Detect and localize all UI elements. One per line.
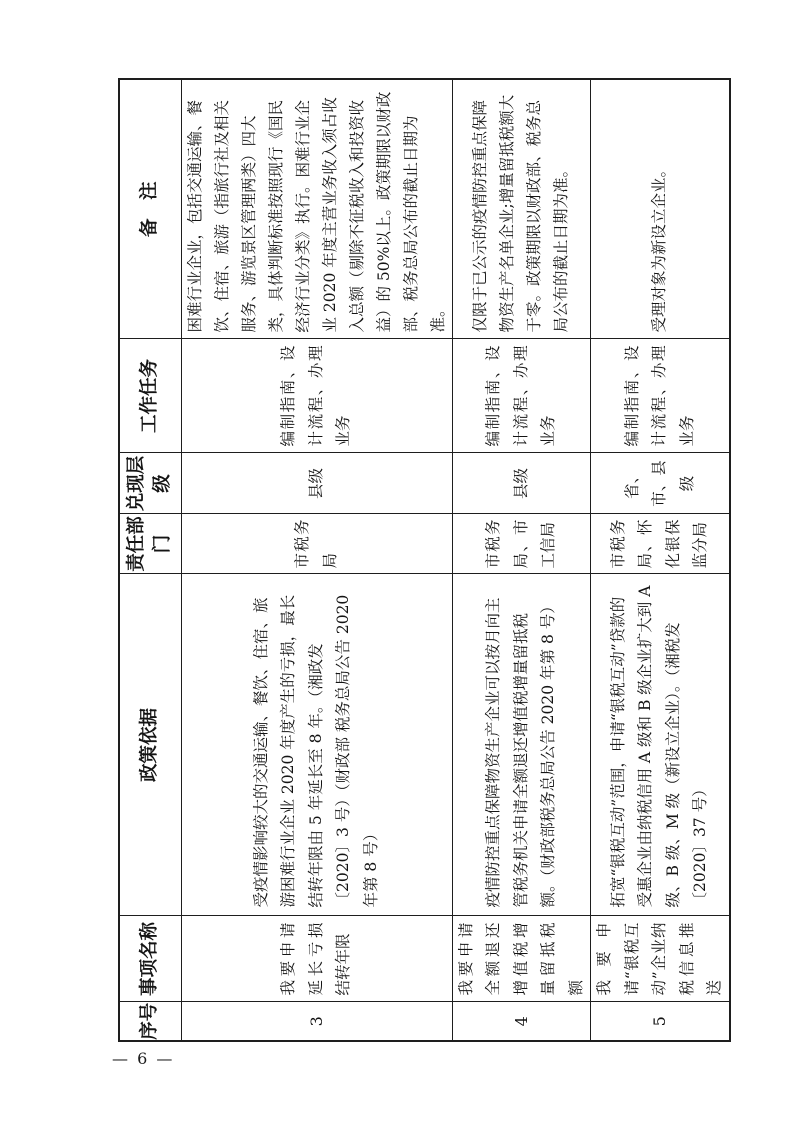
column-header-level: 兑现层级 xyxy=(119,453,181,514)
cell-level: 省、市、县级 xyxy=(591,453,730,514)
page-number: — 6 — xyxy=(112,1049,175,1068)
cell-policy: 受疫情影响较大的交通运输、餐饮、住宿、旅游困难行业企业 2020 年度产生的亏损，最长结转年限由 5 年延长至 8 年。（湘政发〔2020〕3 号）（财政部 税务总局公告 2020 年第 8 号） xyxy=(181,574,452,916)
policy-measures-table xyxy=(118,78,731,1042)
cell-task: 编制指南、设计流程、办理业务 xyxy=(181,339,452,453)
column-header-item-name: 事项名称 xyxy=(119,916,181,1002)
cell-item-name: 我要申请全额退还增值税增量留抵税额 xyxy=(452,916,591,1002)
column-header-remark: 备 注 xyxy=(119,79,181,339)
table-row-4 xyxy=(452,79,591,1041)
header-row xyxy=(119,79,181,1041)
cell-seq: 4 xyxy=(452,1002,591,1041)
cell-department: 市税务局、怀化银保监分局 xyxy=(591,514,730,574)
cell-department: 市税务局 xyxy=(181,514,452,574)
column-header-policy: 政策依据 xyxy=(119,574,181,916)
cell-policy: 疫情防控重点保障物资生产企业可以按月向主管税务机关申请全额退还增值税增量留抵税额。（财政部税务总局公告 2020 年第 8 号） xyxy=(452,574,591,916)
column-header-seq: 序号 xyxy=(119,1002,181,1041)
cell-task: 编制指南、设计流程、办理业务 xyxy=(452,339,591,453)
cell-remark: 困难行业企业，包括交通运输、餐饮、住宿、旅游（指旅行社及相关服务、游览景区管理两类）四大类，具体判断标准按照现行《国民经济行业分类》执行。困难行业企业 2020 年度主营业务收入须占收入总额（剔除不征税收入和投资收益）的 50%以上。政策期限以财政部、税务总局公布的截止日期为准。 xyxy=(181,79,452,339)
column-header-task: 工作任务 xyxy=(119,339,181,453)
table-row-5 xyxy=(591,79,730,1041)
cell-seq: 5 xyxy=(591,1002,730,1041)
cell-task: 编制指南、设计流程、办理业务 xyxy=(591,339,730,453)
table-row-3 xyxy=(181,79,452,1041)
cell-item-name: 我要申请延长亏损结转年限 xyxy=(181,916,452,1002)
cell-level: 县级 xyxy=(452,453,591,514)
rotated-table-container xyxy=(118,80,723,1042)
cell-policy: 拓宽“银税互动”范围，申请“银税互动”贷款的受惠企业由纳税信用 A 级和 B 级企业扩大到 A 级、B 级、M 级（新设立企业）。（湘税发〔2020〕37 号） xyxy=(591,574,730,916)
cell-department: 市税务局、市工信局 xyxy=(452,514,591,574)
cell-remark: 受理对象为新设立企业。 xyxy=(591,79,730,339)
column-header-department: 责任部门 xyxy=(119,514,181,574)
cell-seq: 3 xyxy=(181,1002,452,1041)
cell-remark: 仅限于已公示的疫情防控重点保障物资生产名单企业;增量留抵税额大于零。政策期限以财政部、税务总局公布的截止日期为准。 xyxy=(452,79,591,339)
cell-level: 县级 xyxy=(181,453,452,514)
cell-item-name: 我要申请“银税互动”企业纳税信息推送 xyxy=(591,916,730,1002)
